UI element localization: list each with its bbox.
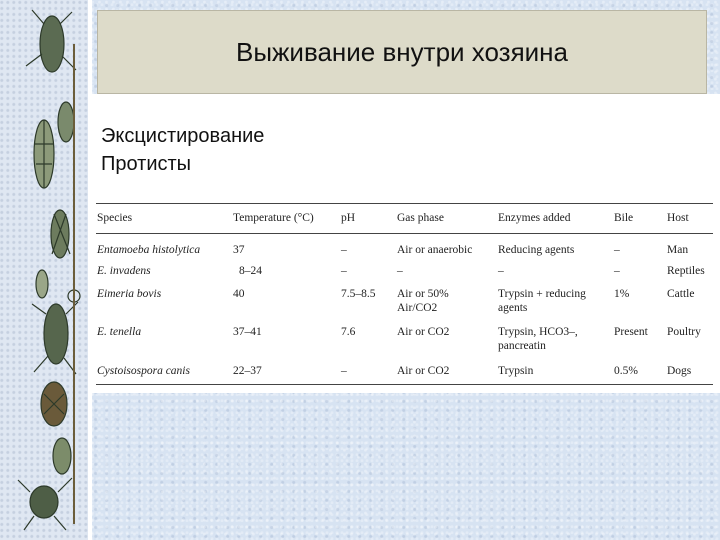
temperature-cell: 37 bbox=[233, 244, 245, 256]
ph-cell: – bbox=[341, 244, 347, 256]
species-cell: Cystoisospora canis bbox=[97, 365, 190, 377]
ph-cell: 7.6 bbox=[341, 326, 356, 338]
gas-cell: Air or CO2 bbox=[397, 326, 450, 338]
header-host: Host bbox=[667, 212, 689, 224]
ph-cell: – bbox=[341, 365, 347, 377]
bile-cell: Present bbox=[614, 326, 648, 338]
gas-cell: Air or 50% bbox=[397, 288, 449, 300]
enzymes-cell: agents bbox=[498, 302, 528, 314]
table-rule bbox=[96, 233, 713, 234]
gas-cell: Air or anaerobic bbox=[397, 244, 473, 256]
header-ph: pH bbox=[341, 212, 356, 224]
enzymes-cell: Trypsin bbox=[498, 365, 534, 377]
temperature-cell: 22–37 bbox=[233, 365, 262, 377]
text-line: Эксцистирование bbox=[101, 125, 265, 147]
insect-illustration-icon bbox=[14, 4, 84, 536]
decorative-strip bbox=[0, 0, 88, 540]
header-bile: Bile bbox=[614, 212, 634, 224]
header-gas-phase: Gas phase bbox=[397, 212, 444, 224]
table-rule bbox=[96, 203, 713, 204]
enzymes-cell: Trypsin + reducing bbox=[498, 288, 586, 300]
species-cell: E. tenella bbox=[97, 326, 142, 338]
species-cell: E. invadens bbox=[97, 265, 151, 277]
ph-cell: 7.5–8.5 bbox=[341, 288, 376, 300]
host-cell: Reptiles bbox=[667, 265, 705, 277]
host-cell: Man bbox=[667, 244, 689, 256]
temperature-cell: 8–24 bbox=[239, 265, 262, 277]
host-cell: Cattle bbox=[667, 288, 695, 300]
header-temperature: Temperature (°C) bbox=[233, 212, 314, 224]
gas-cell: Air/CO2 bbox=[397, 302, 438, 314]
host-cell: Poultry bbox=[667, 326, 701, 338]
header-species: Species bbox=[97, 212, 133, 224]
body-text bbox=[101, 122, 264, 178]
title-box bbox=[97, 10, 707, 94]
enzymes-cell: Reducing agents bbox=[498, 244, 575, 256]
table-rule bbox=[96, 384, 713, 385]
host-cell: Dogs bbox=[667, 365, 692, 377]
bile-cell: 1% bbox=[614, 288, 630, 300]
gas-cell: – bbox=[397, 265, 403, 277]
slide-title: Выживание внутри хозяина bbox=[236, 36, 568, 67]
header-enzymes: Enzymes added bbox=[498, 212, 571, 224]
temperature-cell: 40 bbox=[233, 288, 245, 300]
enzymes-cell: pancreatin bbox=[498, 340, 546, 352]
species-cell: Eimeria bovis bbox=[97, 288, 162, 300]
bile-cell: – bbox=[614, 244, 620, 256]
species-cell: Entamoeba histolytica bbox=[97, 244, 201, 256]
excystation-table bbox=[92, 195, 720, 393]
bile-cell: 0.5% bbox=[614, 365, 638, 377]
ph-cell: – bbox=[341, 265, 347, 277]
enzymes-cell: – bbox=[498, 265, 504, 277]
text-line: Протисты bbox=[101, 153, 192, 175]
temperature-cell: 37–41 bbox=[233, 326, 262, 338]
enzymes-cell: Trypsin, HCO3–, bbox=[498, 326, 578, 338]
bile-cell: – bbox=[614, 265, 620, 277]
gas-cell: Air or CO2 bbox=[397, 365, 450, 377]
